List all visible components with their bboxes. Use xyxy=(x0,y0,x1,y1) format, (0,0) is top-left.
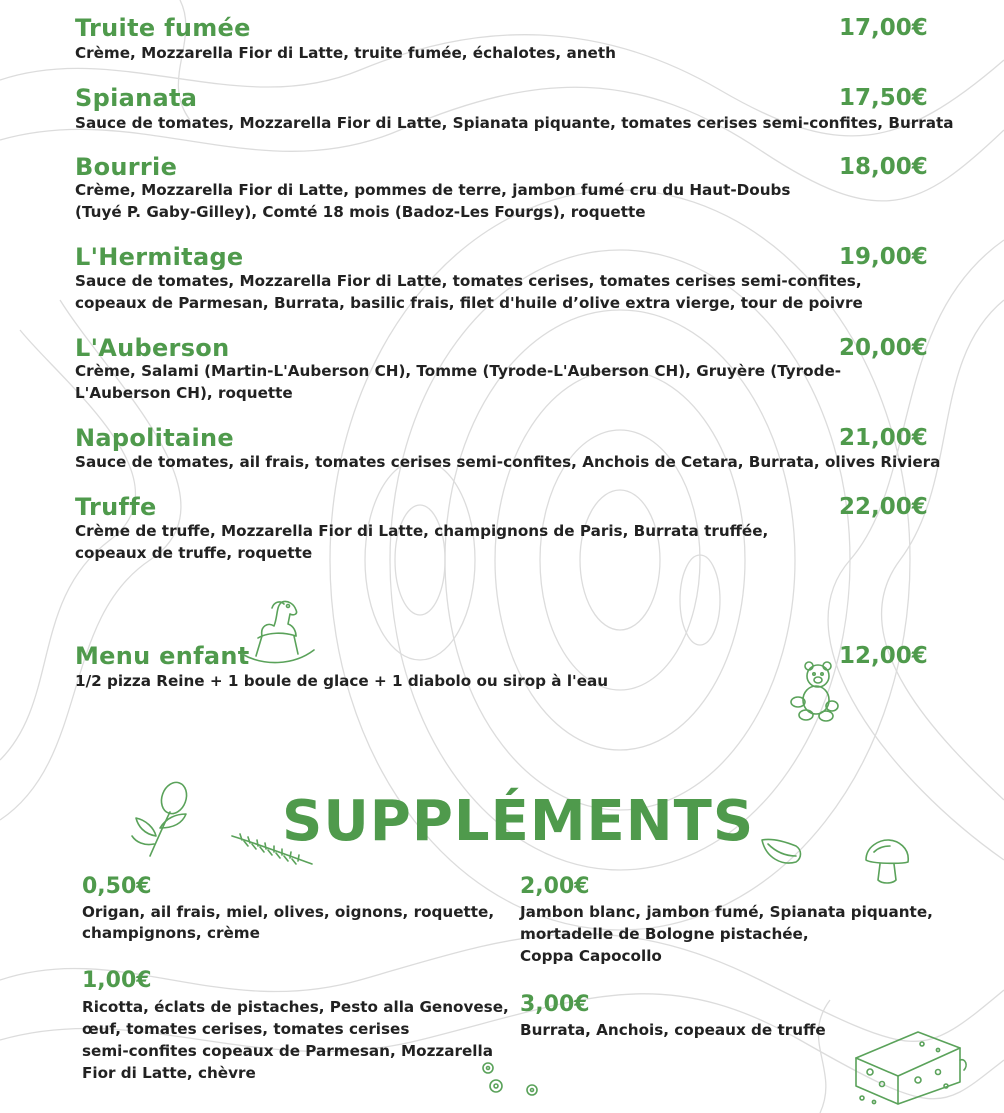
supplement-desc-050-line-2: champignons, crème xyxy=(82,924,260,942)
pizza-price-truite-fumee: 17,00€ xyxy=(839,15,928,41)
teddy-bear-icon xyxy=(788,660,844,722)
supplement-price-300: 3,00€ xyxy=(520,992,590,1017)
pizza-desc-bourrie-line-1: Crème, Mozzarella Fior di Latte, pommes de terre, jambon fumé cru du Haut-Doubs xyxy=(75,181,791,199)
mushroom-icon xyxy=(862,838,912,886)
pizza-name-hermitage: L'Hermitage xyxy=(75,243,244,271)
pizza-price-auberson: 20,00€ xyxy=(839,335,928,361)
pizza-desc-truite-fumee: Crème, Mozzarella Fior di Latte, truite fumée, échalotes, aneth xyxy=(75,44,616,62)
kids-menu-price: 12,00€ xyxy=(839,643,928,669)
pizza-name-truite-fumee: Truite fumée xyxy=(75,14,251,42)
pizza-price-hermitage: 19,00€ xyxy=(839,244,928,270)
kids-menu-desc: 1/2 pizza Reine + 1 boule de glace + 1 diabolo ou sirop à l'eau xyxy=(75,672,609,690)
olive-branch-icon xyxy=(130,778,200,858)
pizza-price-spianata: 17,50€ xyxy=(839,85,928,111)
supplement-desc-100-line-4: Fior di Latte, chèvre xyxy=(82,1064,256,1082)
supplement-price-050: 0,50€ xyxy=(82,874,152,899)
supplement-desc-100-line-1: Ricotta, éclats de pistaches, Pesto alla Genovese, xyxy=(82,998,509,1016)
pizza-desc-auberson-line-1: Crème, Salami (Martin-L'Auberson CH), Tomme (Tyrode-L'Auberson CH), Gruyère (Tyrode- xyxy=(75,362,842,380)
pizza-name-napolitaine: Napolitaine xyxy=(75,424,234,452)
supplement-desc-300-line-1: Burrata, Anchois, copeaux de truffe xyxy=(520,1021,826,1039)
supplement-desc-200-line-2: mortadelle de Bologne pistachée, xyxy=(520,925,809,943)
pizza-desc-auberson-line-2: L'Auberson CH), roquette xyxy=(75,384,293,402)
supplement-desc-200-line-1: Jambon blanc, jambon fumé, Spianata piquante, xyxy=(520,903,933,921)
peas-icon xyxy=(478,1058,548,1102)
pizza-name-truffe: Truffe xyxy=(75,493,157,521)
supplement-desc-100-line-2: œuf, tomates cerises, tomates cerises xyxy=(82,1020,410,1038)
pizza-desc-hermitage-line-2: copeaux de Parmesan, Burrata, basilic frais, filet d'huile d’olive extra vierge, tour de poivre xyxy=(75,294,863,312)
cheese-icon xyxy=(848,1020,972,1108)
pizza-desc-spianata: Sauce de tomates, Mozzarella Fior di Latte, Spianata piquante, tomates cerises semi-confites, Burrata xyxy=(75,114,954,132)
rosemary-icon xyxy=(228,830,316,870)
supplement-desc-100-line-3: semi-confites copeaux de Parmesan, Mozzarella xyxy=(82,1042,493,1060)
pizza-desc-truffe-line-1: Crème de truffe, Mozzarella Fior di Latte, champignons de Paris, Burrata truffée, xyxy=(75,522,769,540)
pizza-price-truffe: 22,00€ xyxy=(839,494,928,520)
pizza-name-spianata: Spianata xyxy=(75,84,198,112)
supplement-desc-050-line-1: Origan, ail frais, miel, olives, oignons, roquette, xyxy=(82,903,495,921)
pizza-price-bourrie: 18,00€ xyxy=(839,154,928,180)
supplement-desc-200-line-3: Coppa Capocollo xyxy=(520,947,662,965)
pizza-desc-truffe-line-2: copeaux de truffe, roquette xyxy=(75,544,313,562)
pizza-desc-bourrie-line-2: (Tuyé P. Gaby-Gilley), Comté 18 mois (Badoz-Les Fourgs), roquette xyxy=(75,203,646,221)
garlic-icon xyxy=(758,832,804,868)
pizza-name-auberson: L'Auberson xyxy=(75,334,230,362)
kids-menu-name: Menu enfant xyxy=(75,642,250,670)
pizza-price-napolitaine: 21,00€ xyxy=(839,425,928,451)
pizza-name-bourrie: Bourrie xyxy=(75,153,178,181)
pizza-desc-napolitaine: Sauce de tomates, ail frais, tomates cerises semi-confites, Anchois de Cetara, Burrata, olives Riviera xyxy=(75,453,941,471)
pizza-desc-hermitage-line-1: Sauce de tomates, Mozzarella Fior di Latte, tomates cerises, tomates cerises semi-confites, xyxy=(75,272,862,290)
rocking-horse-icon xyxy=(238,596,318,666)
supplement-price-200: 2,00€ xyxy=(520,874,590,899)
supplements-title: SUPPLÉMENTS xyxy=(282,789,755,854)
supplement-price-100: 1,00€ xyxy=(82,968,152,993)
